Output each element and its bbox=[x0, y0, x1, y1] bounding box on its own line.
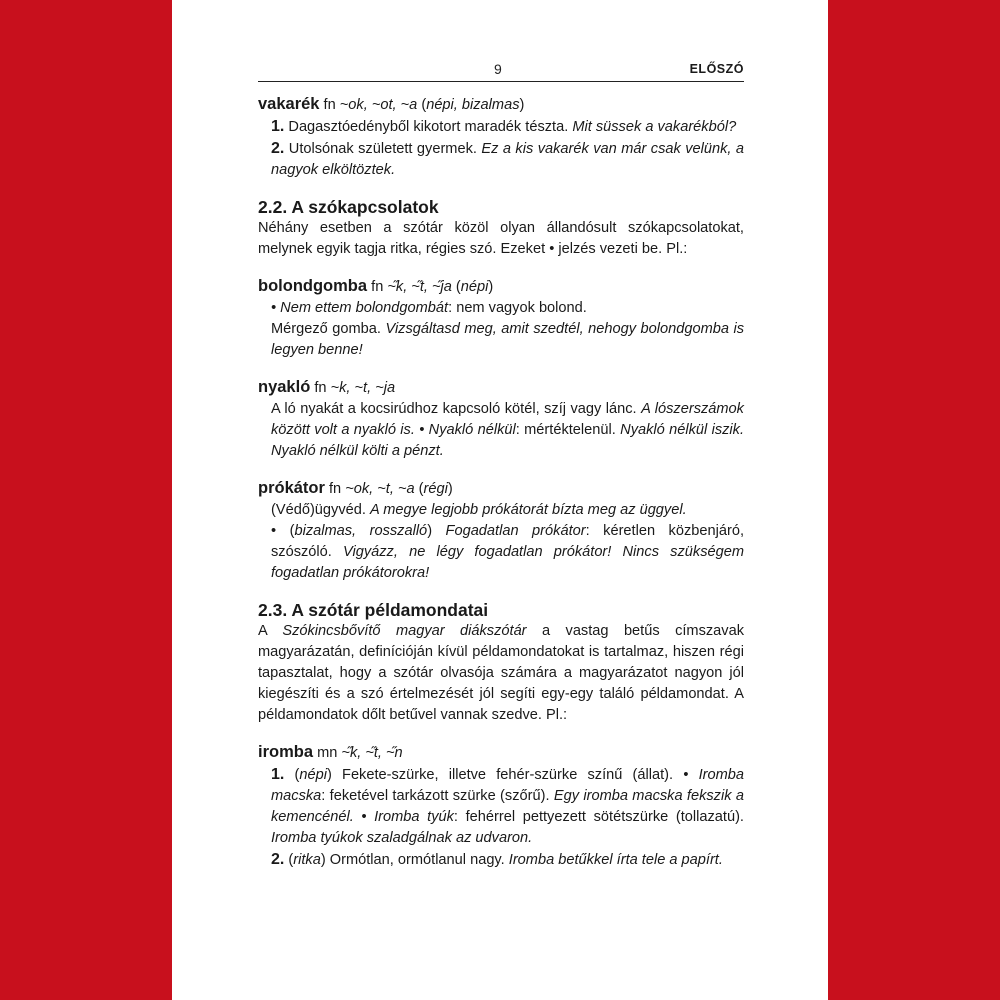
sense-number: 2. bbox=[271, 851, 285, 868]
page-number: 9 bbox=[494, 61, 502, 77]
entry-iromba: iromba mn ~̋k, ~̋t, ~̋n 1. (népi) Fekete-szürke, illetve fehér-szürke színű (állat). • Iromba macska: feketével tarkázott szürke (szőrű). Egy iromba macska fekszik a kemencénél. • Iromba tyúk: fehérrel pettyezett sötétszürke (tollazatú). Iromba tyúkok szaladgálnak az udvaron. 2. (ritka) Ormótlan, ormótlanul nagy. Iromba betűkkel írta tele a papírt. bbox=[258, 743, 745, 868]
entry-vakarek: vakarék fn ~ok, ~ot, ~a (népi, bizalmas) 1. Dagasztóedényből kikotort maradék tészta. Mit süssek a vakarékból? 2. Utolsónak született gyermek. Ez a kis vakarék van már csak velünk, a nagyok elköltöztek. bbox=[258, 95, 745, 178]
section-text: Néhány esetben a szótár közöl olyan állandósult szókapcsolatokat, melynek egyik tagja ritka, régies szó. Ezeket • jelzés vezeti be. Pl.: bbox=[258, 220, 744, 257]
phrase: Fogadatlan prókátor bbox=[445, 523, 586, 539]
section-text bbox=[258, 621, 744, 726]
example: A megye legjobb prókátorát bízta meg az üggyel. bbox=[369, 502, 687, 518]
example: Nyakló nélkül iszik. Nyakló nélkül költi a pénzt. bbox=[271, 422, 745, 459]
pos-tag: fn bbox=[314, 380, 327, 396]
usage-note: régi bbox=[423, 481, 448, 497]
definition: Mérgező gomba. bbox=[271, 321, 381, 337]
headword: prókátor bbox=[258, 479, 325, 497]
headword: iromba bbox=[258, 743, 314, 761]
usage-note: ritka bbox=[293, 852, 321, 868]
example: Iromba tyúkok szaladgálnak az udvaron. bbox=[271, 830, 533, 846]
phrase-definition: : kéretlen közbenjáró, szószóló. bbox=[271, 523, 745, 560]
text-run: A bbox=[258, 623, 283, 639]
entry-prokator: prókátor fn ~ok, ~t, ~a (régi) (Védő)ügyvéd. A megye legjobb prókátorát bízta meg az üggyel. • (bizalmas, rosszalló) Fogadatlan prókátor: kéretlen közbenjáró, szószóló. Vigyázz, ne légy fogadatlan prókátor! Nincs szükségem fogadatlan prókátorokra! bbox=[258, 479, 745, 581]
example: A lószerszámok között volt a nyakló is. bbox=[271, 401, 744, 438]
example: Ez a kis vakarék van már csak velünk, a nagyok elköltöztek. bbox=[271, 141, 745, 178]
inflections: ~ok, ~t, ~a bbox=[345, 481, 415, 497]
book-title: Szókincsbővítő magyar diákszótár bbox=[282, 623, 527, 639]
headword: bolondgomba bbox=[258, 277, 368, 295]
usage-note: népi bbox=[299, 767, 327, 783]
sense-number: 1. bbox=[271, 118, 285, 135]
example: Vizsgáltasd meg, amit szedtél, nehogy bolondgomba is legyen benne! bbox=[271, 321, 744, 358]
inflections: ~̋k, ~̋t, ~̋n bbox=[341, 745, 403, 761]
pos-tag: fn bbox=[371, 279, 384, 295]
definition: A ló nyakát a kocsirúdhoz kapcsoló kötél, szíj vagy lánc. bbox=[271, 401, 637, 417]
usage-note: népi, bizalmas bbox=[426, 97, 520, 113]
running-title: ELŐSZÓ bbox=[689, 62, 744, 76]
example: Vigyázz, ne légy fogadatlan prókátor! Nincs szükségem fogadatlan prókátorokra! bbox=[271, 544, 744, 581]
entry-nyaklo bbox=[258, 377, 744, 462]
phrase-definition: : fehérrel pettyezett sötétszürke (tollazatú). bbox=[453, 809, 744, 825]
book-page bbox=[172, 0, 828, 1000]
section-title: 2.2. A szókapcsolatok bbox=[258, 197, 439, 217]
phrase: • Nyakló nélkül bbox=[419, 422, 516, 438]
pos-tag: fn bbox=[323, 97, 336, 113]
pos-tag: mn bbox=[317, 745, 338, 761]
sense-number: 1. bbox=[271, 766, 285, 783]
entry-bolondgomba: bolondgomba fn ~̋k, ~̋t, ~̋ja (népi) • Nem ettem bolondgombát: nem vagyok bolond. Mérgező gomba. Vizsgáltasd meg, amit szedtél, nehogy bolondgomba is legyen benne! bbox=[258, 277, 744, 358]
definition: Dagasztóedényből kikotort maradék tészta. bbox=[288, 119, 569, 135]
definition: Utolsónak született gyermek. bbox=[288, 141, 477, 157]
page-header bbox=[258, 0, 744, 82]
headword: vakarék bbox=[258, 95, 320, 113]
definition: Fekete-szürke, illetve fehér-szürke színű (állat). bbox=[342, 767, 674, 783]
definition: (Védő)ügyvéd. bbox=[271, 502, 366, 518]
headword: nyakló bbox=[258, 378, 311, 396]
phrase-definition: : feketével tarkázott szürke (szőrű). bbox=[321, 788, 550, 804]
usage-note: bizalmas, rosszalló bbox=[294, 523, 428, 539]
example: Iromba betűkkel írta tele a papírt. bbox=[508, 852, 723, 868]
example: Mit süssek a vakarékból? bbox=[572, 119, 737, 135]
sense-number: 2. bbox=[271, 140, 285, 157]
usage-note: népi bbox=[460, 279, 489, 295]
pos-tag: fn bbox=[329, 481, 342, 497]
example: Egy iromba macska fekszik a kemencénél. bbox=[271, 788, 744, 825]
text-run: a vastag betűs címszavak magyarázatán, definícióján kívül példamondatokat is tartalmaz, hiszen régi tapasztalat, hogy a szótár olvasója számára a magyarázatot nagyon jól kiegészíti és a szó értelmezését jól segíti egy-egy találó példamondat. A példamondatok dőlt betűvel vannak szedve. Pl.: bbox=[258, 623, 744, 723]
phrase: • Iromba macska bbox=[271, 767, 745, 804]
phrase: • Nem ettem bolondgombát bbox=[271, 300, 449, 316]
phrase: • Iromba tyúk bbox=[361, 809, 454, 825]
page-content bbox=[258, 0, 744, 871]
section-title: 2.3. A szótár példamondatai bbox=[258, 600, 489, 620]
inflections: ~ok, ~ot, ~a bbox=[339, 97, 418, 113]
inflections: ~̋k, ~̋t, ~̋ja bbox=[387, 279, 452, 295]
definition: Ormótlan, ormótlanul nagy. bbox=[329, 852, 505, 868]
phrase-definition: : nem vagyok bolond. bbox=[448, 300, 587, 316]
inflections: ~k, ~t, ~ja bbox=[330, 380, 396, 396]
phrase-definition: : mértéktelenül. bbox=[515, 422, 616, 438]
